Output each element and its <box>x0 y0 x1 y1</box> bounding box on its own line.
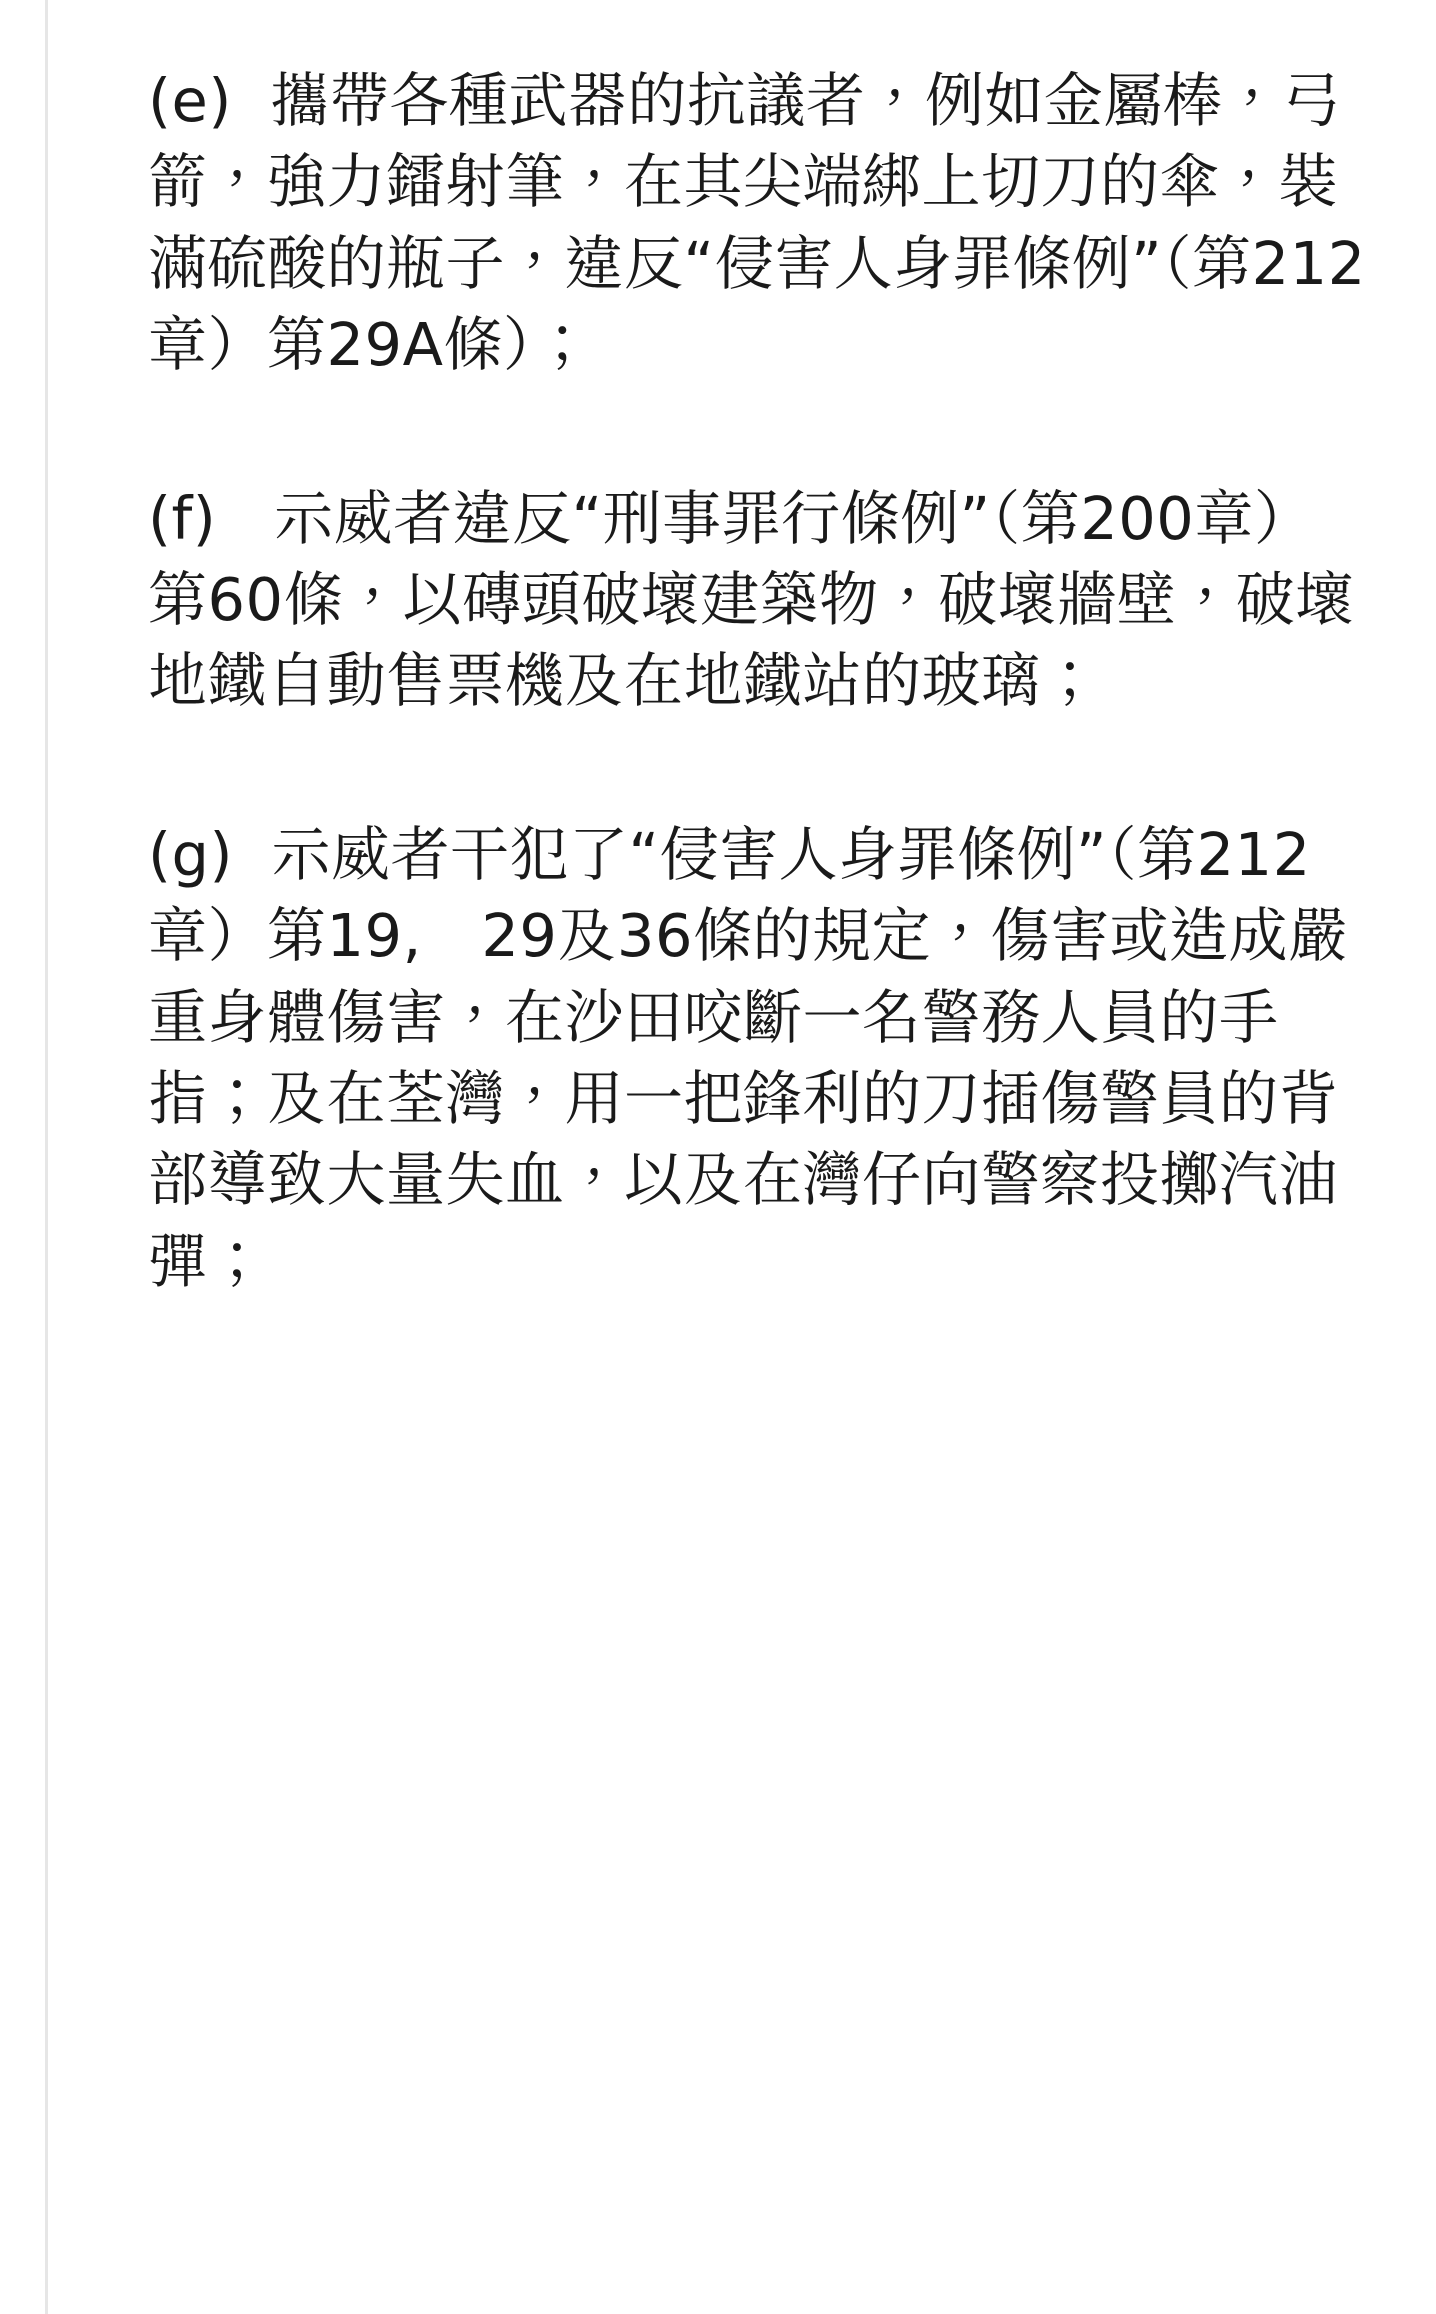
paragraph-item-f: (f) 示威者違反“刑事罪行條例”（第200章）第60條，以磚頭破壞建築物，破壞牆壁，破壞地鐵自動售票機及在地鐵站的玻璃； <box>148 483 1355 716</box>
paragraph-item-g: (g) 示威者干犯了“侵害人身罪條例”（第212章）第19, 29及36條的規定，傷害或造成嚴重身體傷害，在沙田咬斷一名警務人員的手指；及在荃灣，用一把鋒利的刀插傷警員的背部導致大量失血，以及在灣仔向警察投擲汽油彈； <box>148 819 1348 1296</box>
paragraph-item-e: (e) 攜帶各種武器的抗議者，例如金屬棒，弓箭，強力鐳射筆，在其尖端綁上切刀的傘，裝滿硫酸的瓶子，違反“侵害人身罪條例”（第212章）第29A條）； <box>148 66 1366 380</box>
document-body <box>48 0 1436 2314</box>
page-left-edge-rule <box>0 0 48 2314</box>
